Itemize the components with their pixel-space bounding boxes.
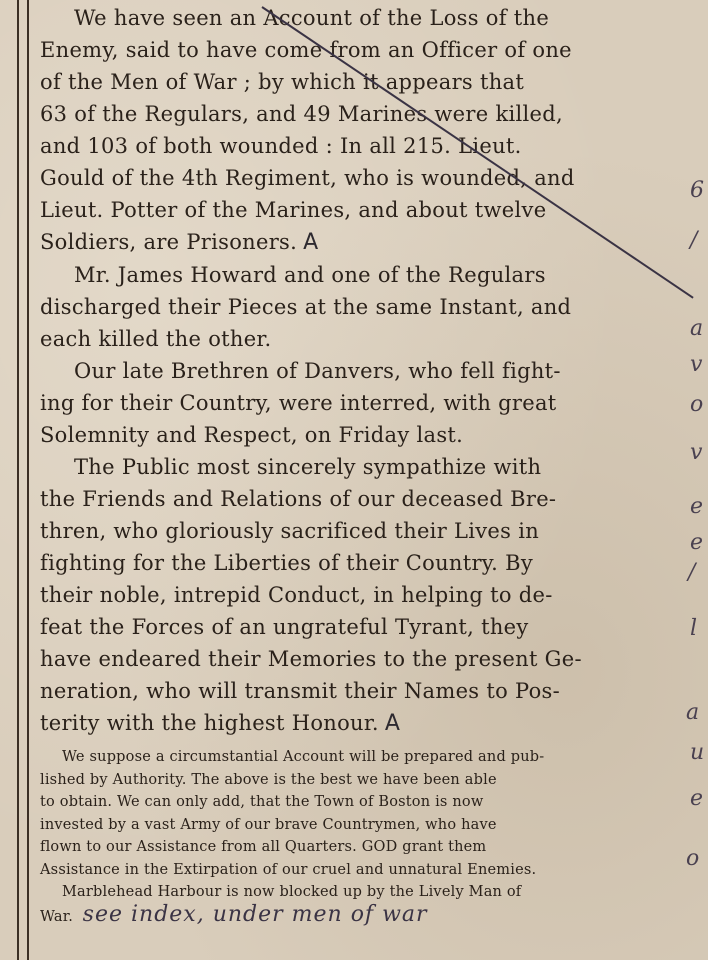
text-line: flown to our Assistance from all Quarters. GOD grant them <box>40 839 487 855</box>
margin-note: v <box>690 440 703 465</box>
margin-note: a <box>690 316 704 341</box>
text-line-content: Soldiers, are Prisoners. <box>40 230 298 254</box>
margin-note: 6 <box>690 178 704 203</box>
text-line: discharged their Pieces at the same Instant, and <box>40 295 572 319</box>
margin-note: e <box>690 530 704 555</box>
margin-note: a <box>686 700 700 725</box>
text-line: have endeared their Memories to the present Ge- <box>40 647 582 671</box>
text-line: Our late Brethren of Danvers, who fell fight- <box>74 359 561 383</box>
text-line: Enemy, said to have come from an Officer of one <box>40 38 572 62</box>
margin-note: v <box>690 352 703 377</box>
text-line: Marblehead Harbour is now blocked up by the Lively Man of <box>62 884 522 900</box>
handwritten-caret-mark: A <box>303 230 319 255</box>
margin-note: e <box>690 494 704 519</box>
text-line-content: War. <box>40 908 74 925</box>
text-line: Lieut. Potter of the Marines, and about twelve <box>40 198 547 222</box>
text-line: fighting for the Liberties of their Country. By <box>40 551 534 575</box>
handwritten-caret-mark: A <box>384 711 401 736</box>
paragraph-public-sympathy <box>40 451 680 740</box>
text-line: their noble, intrepid Conduct, in helping to de- <box>40 583 553 607</box>
text-line: Gould of the 4th Regiment, who is wounded, and <box>40 166 575 190</box>
text-line <box>40 901 680 929</box>
text-line: of the Men of War ; by which it appears that <box>40 70 525 94</box>
column-rule-inner <box>27 0 29 960</box>
margin-note: / <box>688 560 696 585</box>
text-line: Mr. James Howard and one of the Regulars <box>74 263 546 287</box>
margin-note: o <box>686 846 700 871</box>
text-line <box>40 226 680 259</box>
newspaper-column <box>40 2 680 928</box>
text-line: We have seen an Account of the Loss of the <box>74 6 550 30</box>
paragraph-enemy-losses <box>40 2 680 259</box>
margin-note: / <box>690 228 698 253</box>
margin-note: e <box>690 786 704 811</box>
margin-note: o <box>690 392 704 417</box>
paragraph-danvers <box>40 355 680 451</box>
text-line: ing for their Country, were interred, with great <box>40 391 557 415</box>
text-line: lished by Authority. The above is the best we have been able <box>40 771 497 788</box>
paragraph-james-howard <box>40 259 680 355</box>
text-line <box>40 707 680 740</box>
margin-note: l <box>690 616 698 641</box>
text-line: each killed the other. <box>40 327 272 351</box>
text-line: We suppose a circumstantial Account will be prepared and pub- <box>62 749 545 765</box>
text-line: to obtain. We can only add, that the Town of Boston is now <box>40 794 484 810</box>
column-rule-outer <box>17 0 19 960</box>
text-line: neration, who will transmit their Names to Pos- <box>40 679 561 703</box>
handwritten-annotation: see index, under men of war <box>82 901 428 927</box>
text-line: The Public most sincerely sympathize with <box>74 455 542 479</box>
text-line: Assistance in the Extirpation of our cruel and unnatural Enemies. <box>40 861 537 878</box>
text-line: feat the Forces of an ungrateful Tyrant, they <box>40 615 529 639</box>
text-line: and 103 of both wounded : In all 215. Lieut. <box>40 134 522 158</box>
text-line: Solemnity and Respect, on Friday last. <box>40 423 464 447</box>
text-line-content: terity with the highest Honour. <box>40 711 379 735</box>
text-line: invested by a vast Army of our brave Countrymen, who have <box>40 816 497 833</box>
text-line: the Friends and Relations of our deceased Bre- <box>40 487 557 511</box>
text-line: thren, who gloriously sacrificed their Lives in <box>40 519 540 543</box>
margin-note: u <box>690 740 705 765</box>
text-line: 63 of the Regulars, and 49 Marines were killed, <box>40 102 563 126</box>
paragraph-marblehead <box>40 881 680 928</box>
paragraph-circumstantial-account <box>40 746 680 881</box>
